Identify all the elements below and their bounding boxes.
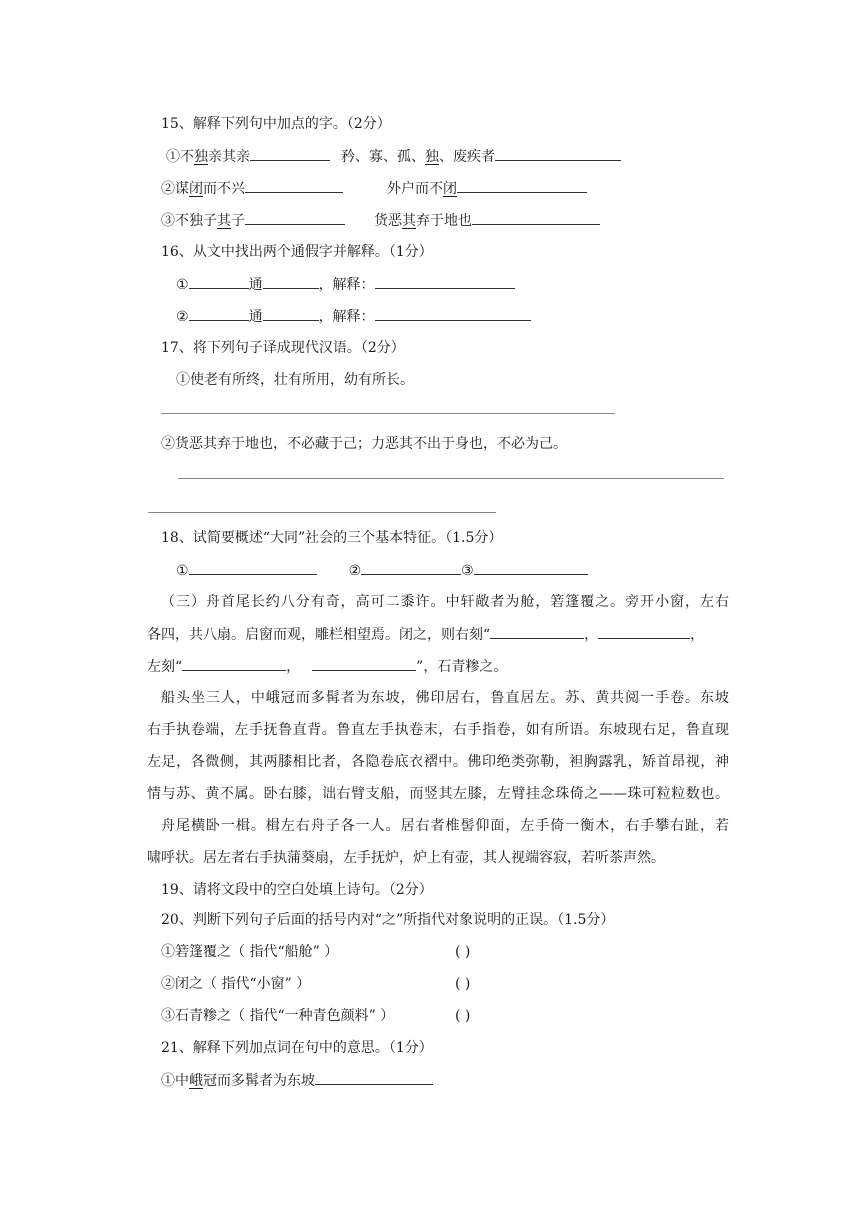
passage-text: ，	[584, 627, 599, 643]
judge-parentheses[interactable]: ( )	[455, 976, 471, 992]
q19-title: 19、请将文段中的空白处填上诗句。（2分）	[161, 882, 433, 898]
q15-text: 而不兴	[203, 181, 245, 197]
q20-item-2: ②闭之（ 指代“小窗” ）	[161, 976, 311, 992]
answer-blank[interactable]	[263, 306, 319, 321]
answer-blank[interactable]	[457, 178, 587, 193]
q15-row1-left	[166, 146, 330, 167]
answer-blank[interactable]	[189, 274, 249, 289]
q17-sentence-1: ①使老有所终，壮有所用，幼有所长。	[176, 372, 414, 388]
item-number: ①	[176, 277, 189, 293]
q21-text: ①中	[161, 1073, 189, 1089]
poem-blank[interactable]	[490, 624, 584, 639]
answer-blank[interactable]	[245, 178, 343, 193]
passage-text: 各四，共八扇。启窗而观，雕栏相望焉。闭之，则右刻“	[147, 627, 491, 643]
answer-blank[interactable]	[245, 210, 345, 225]
item-number: ②	[176, 309, 189, 325]
answer-blank[interactable]	[189, 306, 249, 321]
answer-line[interactable]	[161, 413, 615, 414]
explain-label: ，解释：	[318, 277, 375, 293]
passage-line: 船头坐三人，中峨冠而多髯者为东坡，佛印居右，鲁直居左。苏、黄共阅一手卷。东坡	[161, 690, 729, 706]
explain-label: ，解释：	[318, 309, 375, 325]
answer-blank[interactable]	[474, 560, 588, 575]
q15-text: ③不独子	[161, 213, 217, 229]
q17-title: 17、将下列句子译成现代汉语。（2分）	[161, 340, 405, 356]
q15-row3-right	[374, 210, 600, 231]
passage-line: （三）舟首尾长约八分有奇，高可二黍许。中轩敞者为舱，箬篷覆之。旁开小窗，左右	[161, 594, 729, 610]
answer-blank[interactable]	[375, 274, 515, 289]
q15-text: ①不	[166, 149, 194, 165]
passage-text: 左刻“	[147, 659, 183, 675]
q20-title: 20、判断下列句子后面的括号内对“之”所指代对象说明的正误。（1.5分）	[161, 912, 615, 928]
q15-text: 子	[231, 213, 245, 229]
q15-row2-left	[161, 178, 343, 199]
poem-blank[interactable]	[312, 656, 416, 671]
q20-item-3: ③石青糁之（ 指代“一种青色颜料” ）	[161, 1008, 395, 1024]
q16-item-1	[176, 274, 515, 295]
q15-row1-right	[341, 146, 621, 167]
q20-item-1: ①箬篷覆之（ 指代“船舱” ）	[161, 944, 339, 960]
dotted-char: 其	[217, 213, 231, 229]
passage-text: ，	[286, 659, 301, 675]
q16-item-2	[176, 306, 531, 327]
q15-text: 货恶	[374, 213, 402, 229]
answer-blank[interactable]	[263, 274, 319, 289]
q16-title: 16、从文中找出两个通假字并解释。（1分）	[161, 244, 433, 260]
passage-text: ”，石青糁之。	[416, 659, 508, 675]
answer-blank[interactable]	[495, 146, 621, 161]
q15-text: 矜、寡、孤、	[341, 149, 425, 165]
dotted-char: 闭	[443, 181, 457, 197]
q17-sentence-2: ②货恶其弃于地也，不必藏于己；力恶其不出于身也，不必为己。	[161, 436, 567, 452]
q15-text: 、废疾者	[439, 149, 495, 165]
q15-text: 亲其亲	[208, 149, 250, 165]
passage-line: 啸呼状。居左者右手执蒲葵扇，左手抚炉，炉上有壶，其人视端容寂，若听茶声然。	[147, 850, 665, 866]
q15-title: 15、解释下列句中加点的字。（2分）	[161, 116, 391, 132]
passage-line: 右手执卷端，左手抚鲁直背。鲁直左手执卷末，右手指卷，如有所语。东坡现右足，鲁直现	[147, 722, 729, 738]
q15-row3-left	[161, 210, 345, 231]
tong-label: 通	[248, 277, 263, 293]
passage-line: 情与苏、黄不属。卧右膝，诎右臂支船，而竖其左膝，左臂挂念珠倚之——珠可粒粒数也。	[147, 786, 729, 802]
item-number: ③	[461, 563, 474, 579]
answer-blank[interactable]	[250, 146, 330, 161]
q18-answers	[176, 560, 588, 581]
judge-parentheses[interactable]: ( )	[455, 944, 471, 960]
q15-row2-right	[387, 178, 587, 199]
passage-line	[147, 656, 507, 677]
item-number: ②	[348, 563, 362, 579]
dotted-char: 独	[194, 149, 208, 165]
q15-text: ②谋	[161, 181, 189, 197]
q15-text: 外户而不	[387, 181, 443, 197]
item-number: ①	[176, 563, 189, 579]
passage-line: 舟尾横卧一楫。楫左右舟子各一人。居右者椎髻仰面，左手倚一衡木，右手攀右趾，若	[161, 818, 729, 834]
passage-line	[147, 624, 729, 645]
answer-line[interactable]	[178, 478, 724, 479]
q15-text: 弃于地也	[416, 213, 472, 229]
q18-title: 18、试简要概述“大同”社会的三个基本特征。（1.5分）	[161, 530, 503, 546]
dotted-char: 峨	[189, 1073, 203, 1089]
answer-blank[interactable]	[315, 1070, 433, 1085]
q21-text: 冠而多髯者为东坡	[203, 1073, 315, 1089]
answer-blank[interactable]	[375, 306, 531, 321]
passage-text: ，	[690, 627, 705, 643]
q21-item-1	[161, 1070, 433, 1091]
dotted-char: 其	[402, 213, 416, 229]
answer-blank[interactable]	[472, 210, 600, 225]
poem-blank[interactable]	[182, 656, 286, 671]
passage-line: 左足，各微侧，其两膝相比者，各隐卷底衣褶中。佛印绝类弥勒，袒胸露乳，矫首昂视，神	[147, 754, 729, 770]
answer-blank[interactable]	[361, 560, 461, 575]
poem-blank[interactable]	[598, 624, 690, 639]
dotted-char: 独	[425, 149, 439, 165]
tong-label: 通	[248, 309, 263, 325]
judge-parentheses[interactable]: ( )	[455, 1008, 471, 1024]
answer-line[interactable]	[148, 512, 496, 513]
q21-title: 21、解释下列加点词在句中的意思。（1分）	[161, 1040, 433, 1056]
dotted-char: 闭	[189, 181, 203, 197]
answer-blank[interactable]	[189, 560, 317, 575]
